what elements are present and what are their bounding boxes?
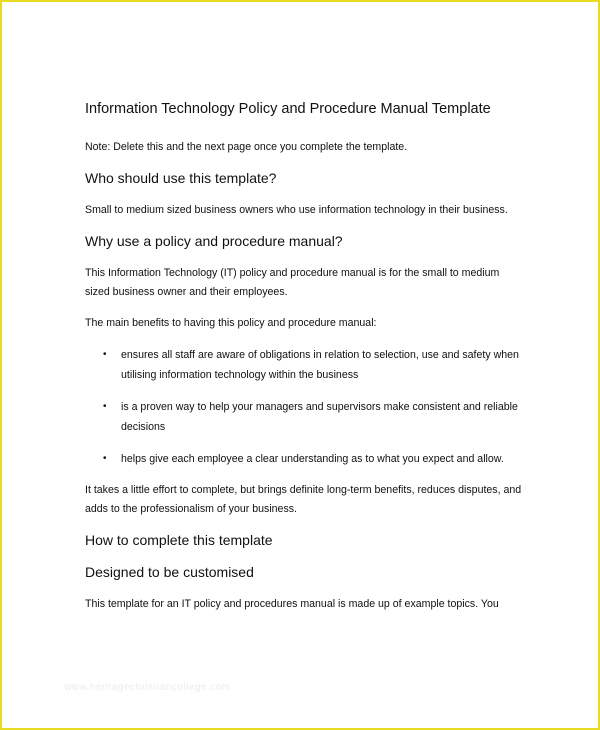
list-item-text: is a proven way to help your managers and supervisors make consistent and reliable decisions [121,401,518,433]
document-title: Information Technology Policy and Procedure Manual Template [85,101,491,117]
document-page [2,2,598,728]
paragraph-designed-customised: This template for an IT policy and procedures manual is made up of example topics. You [85,598,499,610]
benefits-list [85,345,525,469]
list-item [85,397,525,437]
list-item [85,345,525,385]
list-item-text: ensures all staff are aware of obligations in relation to selection, use and safety when utilising information technology within the business [121,349,519,381]
heading-how-to-complete: How to complete this template [85,532,273,548]
benefits-intro: The main benefits to having this policy and procedure manual: [85,317,377,329]
list-item-text: helps give each employee a clear understanding as to what you expect and allow. [121,453,504,465]
list-item [85,449,525,469]
template-note: Note: Delete this and the next page once you complete the template. [85,141,408,153]
bullet-icon: • [103,349,107,360]
paragraph-closing: It takes a little effort to complete, but brings definite long-term benefits, reduces disputes, and adds to the professionalism of your business. [85,484,522,515]
bullet-icon: • [103,453,107,464]
paragraph-who-should-use: Small to medium sized business owners who use information technology in their business. [85,204,508,216]
bullet-icon: • [103,401,107,412]
watermark-text: www.heritagechristiancollege.com [64,682,231,693]
heading-who-should-use: Who should use this template? [85,170,277,186]
document-content [85,100,525,626]
paragraph-why-use: This Information Technology (IT) policy and procedure manual is for the small to medium sized business owner and their employees. [85,267,500,298]
heading-why-use: Why use a policy and procedure manual? [85,233,343,249]
heading-designed-customised: Designed to be customised [85,564,254,580]
